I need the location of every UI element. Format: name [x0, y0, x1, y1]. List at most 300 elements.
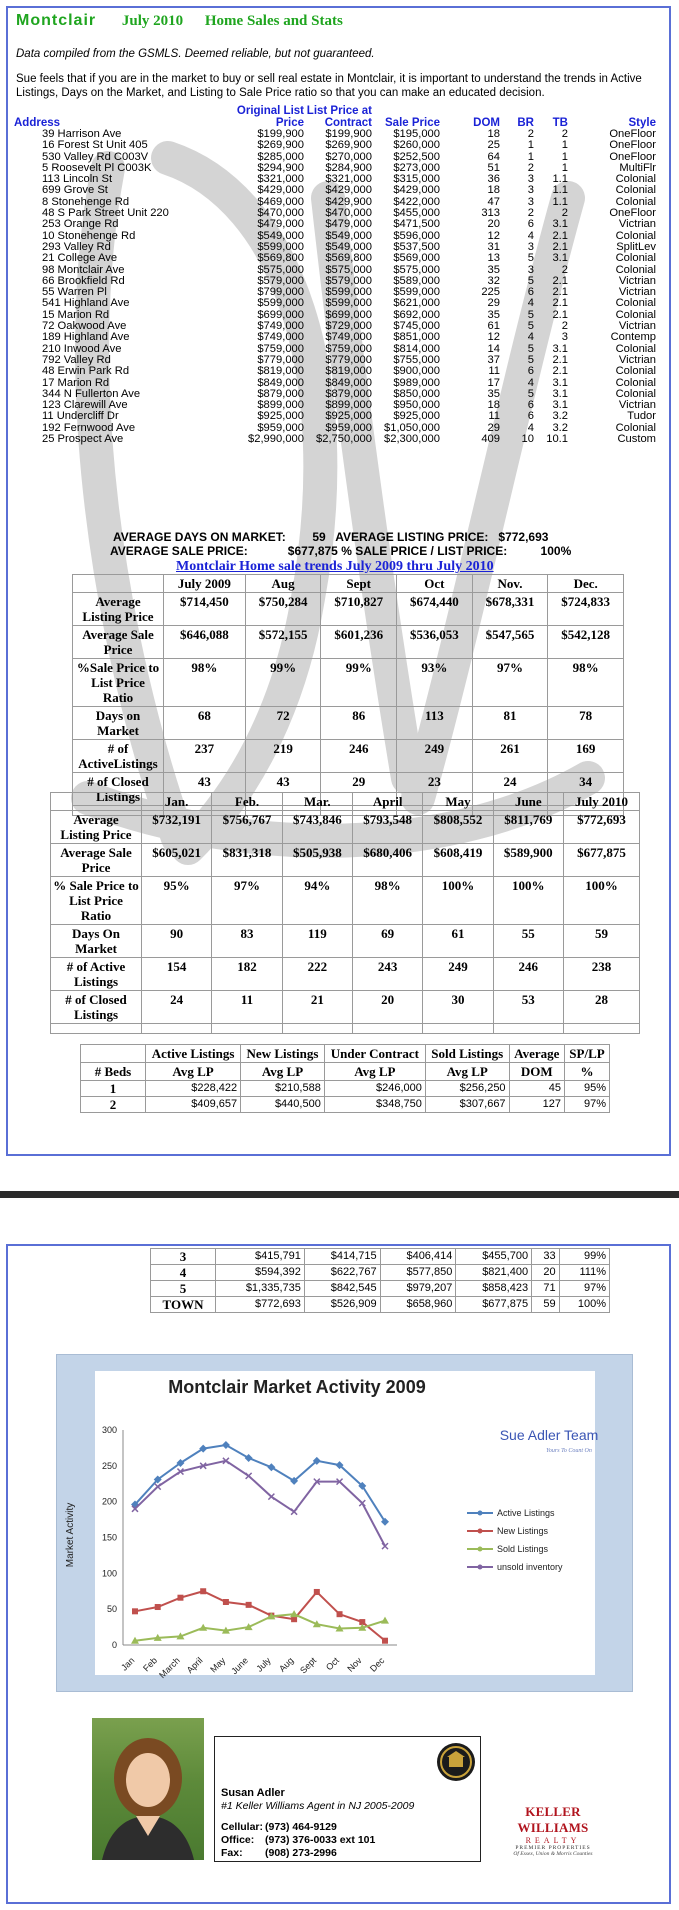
listing-list-at-contract: $429,900	[325, 195, 372, 208]
grid-cell: $589,900	[493, 844, 563, 877]
grid-cell: 86	[321, 707, 397, 740]
grid-cell: 93%	[397, 659, 473, 707]
listing-address: 72 Oakwood Ave	[42, 320, 127, 333]
grid-blank-cell	[493, 1024, 563, 1034]
listing-row	[14, 219, 656, 230]
beds-count: 4	[151, 1265, 216, 1281]
grid-cell: 246	[493, 958, 563, 991]
beds-row	[151, 1297, 610, 1313]
grid-blank-cell	[423, 1024, 493, 1034]
grid-row	[73, 626, 624, 659]
grid-cell: $732,191	[142, 811, 212, 844]
grid-cell: 237	[164, 740, 246, 773]
listing-tb: 3.1	[552, 376, 568, 389]
listing-address: 17 Marion Rd	[42, 376, 110, 389]
listing-list-at-contract: $549,000	[325, 229, 372, 242]
beds-cell: 111%	[559, 1265, 609, 1281]
cell-label: Cellular:	[221, 1821, 264, 1833]
grid-cell: 246	[321, 740, 397, 773]
listing-address: 344 N Fullerton Ave	[42, 387, 141, 400]
listing-br: 3	[527, 195, 534, 208]
grid-row-label: Average Listing Price	[51, 811, 142, 844]
grid-cell: 99%	[245, 659, 321, 707]
listing-address: 123 Clarewill Ave	[42, 399, 128, 412]
grid-row-label: %Sale Price to List Price Ratio	[73, 659, 164, 707]
listing-sale-price: $755,000	[393, 353, 440, 366]
listing-original-price: $699,000	[257, 308, 304, 321]
beds-subheader: DOM	[509, 1063, 564, 1081]
beds-cell: $406,414	[380, 1249, 456, 1265]
data-point	[223, 1599, 229, 1605]
listing-dom: 35	[487, 263, 500, 276]
beds-cell: 33	[532, 1249, 560, 1265]
chart-x-tick: Jan	[119, 1655, 137, 1673]
listing-tb: 3.2	[552, 410, 568, 423]
listing-tb: 2	[561, 207, 568, 220]
listing-tb: 2.1	[552, 240, 568, 253]
listing-sale-price: $850,000	[393, 387, 440, 400]
chart-brand-tagline: Yours To Count On	[546, 1448, 592, 1454]
data-point	[132, 1608, 138, 1614]
listing-style: Colonial	[615, 263, 656, 276]
legend-marker	[478, 1547, 483, 1552]
chart-x-tick: Sept	[298, 1655, 319, 1676]
beds-cell: $622,767	[304, 1265, 380, 1281]
grid-cell: $811,769	[493, 811, 563, 844]
listing-sale-price: $195,000	[393, 128, 440, 140]
beds-cell: $526,909	[304, 1297, 380, 1313]
listing-original-price: $2,990,000	[248, 433, 304, 446]
listing-dom: 13	[487, 252, 500, 265]
grid-cell: $601,236	[321, 626, 397, 659]
data-point	[200, 1588, 206, 1594]
data-point	[314, 1589, 320, 1595]
grid-row	[73, 707, 624, 740]
listing-original-price: $749,000	[257, 331, 304, 344]
beds-cell: $821,400	[456, 1265, 532, 1281]
grid-cell: 100%	[563, 877, 639, 925]
grid-cell: $724,833	[548, 593, 624, 626]
listing-sale-price: $621,000	[393, 297, 440, 310]
beds-row	[81, 1097, 610, 1113]
grid-cell: 154	[142, 958, 212, 991]
grid-row	[51, 844, 640, 877]
chart-brand-text: Sue Adler Team	[499, 1427, 599, 1443]
listing-sale-price: $273,000	[393, 161, 440, 174]
listing-sale-price: $814,000	[393, 342, 440, 355]
chart-y-tick: 50	[106, 1604, 117, 1615]
listing-list-at-contract: $849,000	[325, 376, 372, 389]
beds-header-row-2	[81, 1063, 610, 1081]
grid-cell: $772,693	[563, 811, 639, 844]
listing-dom: 11	[488, 410, 500, 423]
listing-style: Victrian	[618, 218, 656, 231]
listing-dom: 36	[487, 173, 500, 186]
listing-original-price: $429,000	[257, 184, 304, 197]
beds-cell: $577,850	[380, 1265, 456, 1281]
listing-list-at-contract: $959,000	[325, 421, 372, 434]
grid-cell: 98%	[164, 659, 246, 707]
beds-cell: $246,000	[324, 1081, 425, 1097]
listing-style: Colonial	[615, 195, 656, 208]
grid-cell: 113	[397, 707, 473, 740]
listing-address: 192 Fernwood Ave	[42, 421, 136, 434]
listing-br: 5	[527, 252, 534, 265]
grid-cell: $743,846	[282, 811, 352, 844]
grid-cell: 29	[321, 773, 397, 806]
listing-original-price: $575,000	[257, 263, 304, 276]
beds-header: Sold Listings	[425, 1045, 509, 1063]
listing-original-price: $569,800	[257, 252, 304, 265]
listing-style: Victrian	[618, 399, 656, 412]
col-list-at-contract: List Price at Contract	[306, 105, 372, 129]
listing-style: Tudor	[627, 410, 656, 423]
listing-sale-price: $422,000	[393, 195, 440, 208]
beds-subheader: Avg LP	[146, 1063, 241, 1081]
listing-br: 4	[527, 229, 534, 242]
listing-br: 4	[527, 331, 534, 344]
beds-header: Average	[509, 1045, 564, 1063]
beds-cell: 95%	[564, 1081, 609, 1097]
listing-address: 792 Valley Rd	[42, 353, 111, 366]
listing-list-at-contract: $925,000	[325, 410, 372, 423]
grid-cell: $542,128	[548, 626, 624, 659]
listing-address: 98 Montclair Ave	[42, 263, 125, 276]
listing-style: Custom	[617, 433, 656, 446]
grid-cell: 11	[212, 991, 282, 1024]
listing-tb: 2.1	[552, 286, 568, 299]
grid-cell: $808,552	[423, 811, 493, 844]
beds-table-continued	[150, 1248, 610, 1313]
beds-cell: 71	[532, 1281, 560, 1297]
grid-cell: $831,318	[212, 844, 282, 877]
grid-blank-row	[51, 1024, 640, 1034]
grid-cell: 98%	[352, 877, 422, 925]
grid-cell: $536,053	[397, 626, 473, 659]
col-style: Style	[628, 117, 656, 129]
grid-month: Mar.	[282, 793, 352, 811]
grid-blank-cell	[282, 1024, 352, 1034]
listing-dom: 32	[487, 274, 500, 287]
listing-address: 48 S Park Street Unit 220	[42, 207, 169, 220]
beds-subheader: %	[564, 1063, 609, 1081]
beds-header: New Listings	[241, 1045, 325, 1063]
listing-original-price: $799,000	[257, 286, 304, 299]
disclaimer-text: Data compiled from the GSMLS. Deemed reliable, but not guaranteed.	[16, 48, 375, 60]
listing-br: 1	[527, 150, 534, 163]
listing-style: MultiFlr	[619, 161, 656, 174]
chart-y-axis-label: Market Activity	[65, 1502, 76, 1568]
listing-sale-price: $455,000	[393, 207, 440, 220]
office-label: Office:	[221, 1834, 255, 1846]
listing-tb: 2	[561, 320, 568, 333]
listing-br: 2	[527, 128, 534, 140]
trends-table-2010	[50, 792, 640, 1034]
chart-y-tick: 100	[101, 1568, 117, 1579]
contact-office-line	[221, 1834, 375, 1846]
listing-br: 5	[527, 308, 534, 321]
beds-cell: $256,250	[425, 1081, 509, 1097]
listing-address: 293 Valley Rd	[42, 240, 111, 253]
listing-row	[14, 366, 656, 377]
chart-title: Montclair Market Activity 2009	[168, 1377, 426, 1397]
listing-tb: 2.1	[552, 297, 568, 310]
grid-cell: $646,088	[164, 626, 246, 659]
listing-style: OneFloor	[609, 150, 656, 163]
listing-list-at-contract: $779,000	[325, 353, 372, 366]
listing-dom: 14	[487, 342, 500, 355]
listing-list-at-contract: $429,000	[325, 184, 372, 197]
beds-row	[81, 1081, 610, 1097]
listing-tb: 3.1	[552, 252, 568, 265]
chart-x-tick: May	[208, 1655, 228, 1675]
listing-sale-price: $851,000	[393, 331, 440, 344]
listing-list-at-contract: $199,900	[325, 128, 372, 140]
contact-cell-line	[221, 1821, 337, 1833]
data-point	[155, 1604, 161, 1610]
chart-x-tick: April	[184, 1655, 205, 1676]
intro-paragraph: Sue feels that if you are in the market to buy or sell real estate in Montclair, it is important to understand the trends in Active Listings, Days on the Market, and Listing to Sale Price ratio so that you can make an educated decision.	[16, 73, 642, 99]
beds-cell: 100%	[559, 1297, 609, 1313]
listing-row	[14, 140, 656, 151]
beds-cell: $979,207	[380, 1281, 456, 1297]
beds-cell: $228,422	[146, 1081, 241, 1097]
grid-row	[51, 925, 640, 958]
header-title: Home Sales and Stats	[204, 13, 343, 29]
listing-sale-price: $537,500	[393, 240, 440, 253]
grid-blank-cell	[563, 1024, 639, 1034]
grid-cell: 59	[563, 925, 639, 958]
listing-list-at-contract: $284,900	[325, 161, 372, 174]
listing-br: 5	[527, 353, 534, 366]
listing-tb: 2	[561, 263, 568, 276]
listing-address: 8 Stonehenge Rd	[42, 195, 130, 208]
listing-original-price: $549,000	[257, 229, 304, 242]
grid-month: Dec.	[548, 575, 624, 593]
listing-sale-price: $569,000	[393, 252, 440, 265]
grid-row-label: # of ActiveListings	[73, 740, 164, 773]
listing-style: Colonial	[615, 376, 656, 389]
grid-header-row	[73, 575, 624, 593]
grid-cell: 169	[548, 740, 624, 773]
grid-row-label: # of Closed Listings	[73, 773, 164, 806]
grid-cell: 78	[548, 707, 624, 740]
contact-fax-line	[221, 1847, 337, 1859]
data-point	[177, 1595, 183, 1601]
beds-header	[81, 1045, 146, 1063]
beds-cell: $440,500	[241, 1097, 325, 1113]
grid-cell: 249	[397, 740, 473, 773]
listing-tb: 2.1	[552, 365, 568, 378]
beds-cell: $842,545	[304, 1281, 380, 1297]
listing-original-price: $849,000	[257, 376, 304, 389]
listing-dom: 51	[487, 161, 500, 174]
grid-row-label: Average Listing Price	[73, 593, 164, 626]
listing-br: 1	[527, 139, 534, 152]
grid-cell: 243	[352, 958, 422, 991]
listing-tb: 2.1	[552, 274, 568, 287]
grid-cell: 69	[352, 925, 422, 958]
chart-x-tick: Oct	[323, 1655, 341, 1673]
listing-tb: 1	[561, 150, 568, 163]
grid-row	[73, 740, 624, 773]
listing-dom: 409	[481, 433, 500, 446]
col-original-price: Original List Price	[236, 105, 304, 129]
listing-original-price: $469,000	[257, 195, 304, 208]
beds-row	[151, 1265, 610, 1281]
listing-address: 210 Inwood Ave	[42, 342, 122, 355]
listing-dom: 37	[487, 353, 500, 366]
grid-cell: $678,331	[472, 593, 548, 626]
listing-address: 16 Forest St Unit 405	[42, 139, 148, 152]
listing-sale-price: $575,000	[393, 263, 440, 276]
listing-br: 6	[527, 399, 534, 412]
listing-br: 3	[527, 173, 534, 186]
grid-blank-cell	[51, 1024, 142, 1034]
beds-cell: $414,715	[304, 1249, 380, 1265]
grid-cell: $680,406	[352, 844, 422, 877]
listing-sale-price: $599,000	[393, 286, 440, 299]
listing-sale-price: $596,000	[393, 229, 440, 242]
grid-row	[73, 593, 624, 626]
grid-row	[51, 811, 640, 844]
listing-style: Victrian	[618, 286, 656, 299]
listing-address: 699 Grove St	[42, 184, 108, 197]
listing-sale-price: $745,000	[393, 320, 440, 333]
chart-y-tick: 250	[101, 1460, 117, 1471]
beds-count: TOWN	[151, 1297, 216, 1313]
listing-address: 66 Brookfield Rd	[42, 274, 125, 287]
listing-br: 2	[527, 161, 534, 174]
listing-dom: 18	[487, 184, 500, 197]
award-seal-icon	[437, 1743, 475, 1781]
beds-cell: $858,423	[456, 1281, 532, 1297]
listings-table	[14, 105, 656, 445]
listing-br: 3	[527, 184, 534, 197]
grid-cell: 119	[282, 925, 352, 958]
business-card	[214, 1736, 481, 1862]
listing-list-at-contract: $549,000	[325, 240, 372, 253]
chart-x-tick: Dec	[368, 1655, 387, 1674]
grid-cell: 261	[472, 740, 548, 773]
listing-sale-price: $925,000	[393, 410, 440, 423]
grid-cell: 83	[212, 925, 282, 958]
listing-sale-price: $252,500	[393, 150, 440, 163]
listing-style: OneFloor	[609, 139, 656, 152]
chart-x-tick: Nov	[345, 1655, 364, 1674]
listing-br: 3	[527, 240, 534, 253]
listing-original-price: $285,000	[257, 150, 304, 163]
trends-title-link[interactable]: Montclair Home sale trends July 2009 thru July 2010	[176, 559, 494, 574]
listing-original-price: $749,000	[257, 320, 304, 333]
grid-month: July 2010	[563, 793, 639, 811]
listing-style: Colonial	[615, 308, 656, 321]
col-br: BR	[517, 117, 534, 129]
grid-cell: 97%	[472, 659, 548, 707]
listing-address: 5 Roosevelt Pl C003K	[42, 161, 152, 174]
data-point	[337, 1611, 343, 1617]
listing-dom: 11	[488, 365, 500, 378]
listing-br: 6	[527, 410, 534, 423]
page-two	[6, 1244, 671, 1904]
grid-cell: 100%	[423, 877, 493, 925]
legend-label: Sold Listings	[497, 1544, 549, 1554]
listing-sale-price: $692,000	[393, 308, 440, 321]
listing-sale-price: $429,000	[393, 184, 440, 197]
listing-original-price: $199,900	[257, 128, 304, 140]
listing-dom: 225	[481, 286, 500, 299]
listing-br: 4	[527, 376, 534, 389]
grid-row-label: Average Sale Price	[51, 844, 142, 877]
beds-header: Active Listings	[146, 1045, 241, 1063]
listing-sale-price: $315,000	[393, 173, 440, 186]
chart-plot-bg	[95, 1371, 595, 1675]
listing-tb: 1.1	[552, 195, 568, 208]
grid-cell: $605,021	[142, 844, 212, 877]
listing-address: 530 Valley Rd C003V	[42, 150, 149, 163]
listing-original-price: $479,000	[257, 218, 304, 231]
listing-address: 39 Harrison Ave	[42, 128, 122, 140]
grid-cell: 238	[563, 958, 639, 991]
beds-table	[80, 1044, 610, 1113]
grid-cell: 24	[472, 773, 548, 806]
trends-table-2009	[72, 574, 624, 816]
listing-tb: 2.1	[552, 308, 568, 321]
grid-cell: $547,565	[472, 626, 548, 659]
grid-month: Jan.	[142, 793, 212, 811]
grid-cell: 30	[423, 991, 493, 1024]
grid-cell: 24	[142, 991, 212, 1024]
listing-dom: 35	[487, 387, 500, 400]
listing-original-price: $470,000	[257, 207, 304, 220]
beds-cell: 99%	[559, 1249, 609, 1265]
listing-original-price: $925,000	[257, 410, 304, 423]
beds-header: Under Contract	[324, 1045, 425, 1063]
listing-dom: 313	[481, 207, 500, 220]
listing-tb: 3.1	[552, 387, 568, 400]
header-subtitle: July 2010	[121, 13, 184, 29]
listing-sale-price: $2,300,000	[384, 433, 440, 446]
listing-address: 25 Prospect Ave	[42, 433, 124, 446]
listing-sale-price: $950,000	[393, 399, 440, 412]
grid-cell: 81	[472, 707, 548, 740]
grid-month: June	[493, 793, 563, 811]
header-brand: Montclair	[16, 12, 97, 29]
listing-address: 541 Highland Ave	[42, 297, 130, 310]
beds-subheader: Avg LP	[324, 1063, 425, 1081]
beds-cell: 45	[509, 1081, 564, 1097]
agent-name: Susan Adler	[221, 1787, 285, 1799]
beds-header-row-1	[81, 1045, 610, 1063]
grid-cell: $714,450	[164, 593, 246, 626]
listing-style: Colonial	[615, 421, 656, 434]
listing-address: 11 Undercliff Dr	[42, 410, 119, 423]
listing-br: 6	[527, 286, 534, 299]
listing-tb: 3.2	[552, 421, 568, 434]
grid-cell: 61	[423, 925, 493, 958]
beds-cell: $677,875	[456, 1297, 532, 1313]
listing-dom: 18	[487, 128, 500, 140]
col-tb: TB	[552, 117, 568, 129]
listing-original-price: $759,000	[257, 342, 304, 355]
listing-style: Colonial	[615, 184, 656, 197]
listing-list-at-contract: $729,000	[325, 320, 372, 333]
beds-row	[151, 1281, 610, 1297]
listing-list-at-contract: $599,000	[325, 297, 372, 310]
listing-br: 5	[527, 387, 534, 400]
chart-y-tick: 300	[101, 1425, 117, 1435]
listing-tb: 2.1	[552, 229, 568, 242]
